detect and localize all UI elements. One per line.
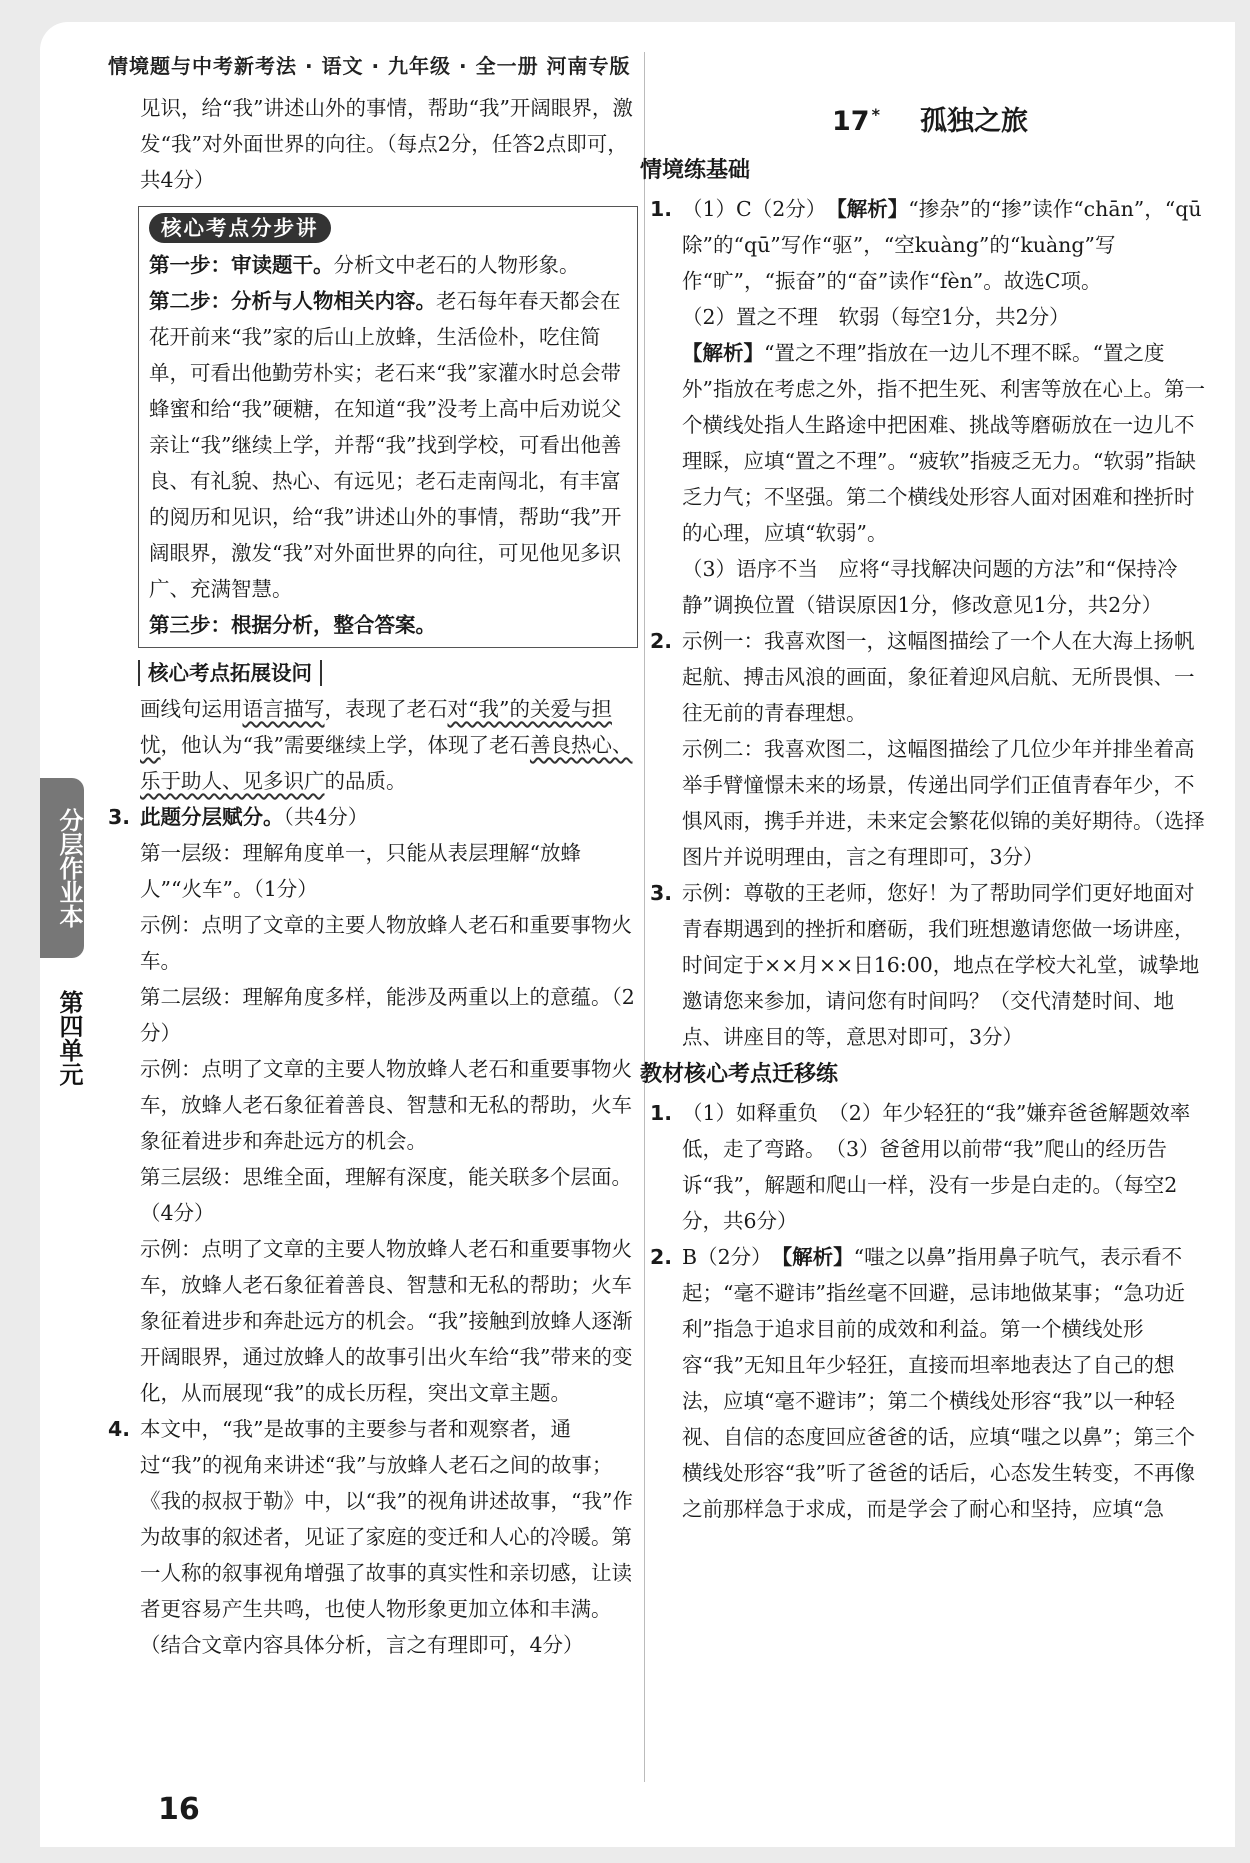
- step2: [149, 283, 627, 607]
- extend-t1: 画线句运用: [140, 697, 243, 721]
- right-column: [640, 90, 1210, 1527]
- extend-t2: ，表现了老石: [324, 697, 448, 721]
- left-column: [108, 90, 638, 1663]
- extend-u2: 对“我”的关爱与担忧: [140, 697, 612, 757]
- side-tab-label-2: 第四单元: [55, 990, 83, 1086]
- lesson-number: 17: [832, 106, 870, 137]
- basics-question-3-num: 3.: [650, 881, 673, 905]
- step2-label: 第二步：分析与人物相关内容。: [149, 289, 436, 313]
- question-4: [108, 1411, 638, 1663]
- q1-part2-answer: （2）置之不理 软弱（每空1分，共2分）: [682, 305, 1070, 329]
- question-3-line: 示例：点明了文章的主要人物放蜂人老石和重要事物火车，放蜂人老石象征着善良、智慧和无私的帮助；火车象征着进步和奔赴远方的机会。“我”接触到放蜂人逐渐开阔眼界，通过放蜂人的故事引出火车给“我”带来的变化，从而展现“我”的成长历程，突出文章主题。: [140, 1237, 633, 1405]
- question-4-text: 本文中，“我”是故事的主要参与者和观察者，通过“我”的视角来讲述“我”与放蜂人老石之间的故事；《我的叔叔于勒》中，以“我”的视角讲述故事，“我”作为故事的叙述者，见证了家庭的变迁和人心的冷暖。第一人称的叙事视角增强了故事的真实性和亲切感，让读者更容易产生共鸣，也使人物形象更加立体和丰满。（结合文章内容具体分析，言之有理即可，4分）: [140, 1417, 633, 1657]
- question-3-title: [140, 799, 638, 835]
- extend-t4: 的品质。: [324, 769, 407, 793]
- running-header: 情境题与中考新考法 · 语文 · 九年级 · 全一册 河南专版: [108, 54, 631, 78]
- step-analysis-label: 核心考点分步讲: [149, 213, 331, 243]
- q1-part3: （3）语序不当 应将“寻找解决问题的方法”和“保持冷静”调换位置（错误原因1分，修改意见1分，共2分）: [682, 557, 1178, 617]
- step1: [149, 247, 627, 283]
- question-3-line: 示例：点明了文章的主要人物放蜂人老石和重要事物火车，放蜂人老石象征着善良、智慧和无私的帮助，火车象征着进步和奔赴远方的机会。: [140, 1057, 632, 1153]
- lesson-star: *: [871, 105, 880, 124]
- question-4-num: 4.: [108, 1417, 131, 1441]
- step1-text: 分析文中老石的人物形象。: [333, 253, 580, 277]
- q1-part1-answer: （1）C（2分）: [682, 197, 817, 221]
- basics-question-2: [650, 623, 1210, 875]
- question-3: [108, 799, 638, 1411]
- transfer-question-1: [650, 1095, 1210, 1239]
- step1-label: 第一步：审读题干。: [149, 253, 334, 277]
- side-tab: [40, 778, 88, 1118]
- side-tab-label-1: 分层作业本: [40, 778, 84, 958]
- step2-text: 老石每年春天都会在花开前来“我”家的后山上放蜂，生活俭朴，吃住简单，可看出他勤劳朴实；老石来“我”家灌水时总会带蜂蜜和给“我”硬糖，在知道“我”没考上高中后劝说父亲让“我”继续上学，并帮“我”找到学校，可看出他善良、有礼貌、热心、有远见；老石走南闯北，有丰富的阅历和见识，给“我”讲述山外的事情，帮助“我”开阔眼界，激发“我”对外面世界的向往，可见他见多识广、充满智慧。: [149, 289, 622, 601]
- basics-question-2-num: 2.: [650, 629, 673, 653]
- transfer-question-1-num: 1.: [650, 1101, 673, 1125]
- basics-question-1: [650, 191, 1210, 623]
- lesson-name: 孤独之旅: [919, 106, 1028, 137]
- basics-question-3: [650, 875, 1210, 1055]
- question-3-num: 3.: [108, 805, 131, 829]
- transfer-question-2: [650, 1239, 1210, 1527]
- step-analysis-box: [138, 206, 638, 648]
- t2-text: “嗤之以鼻”指用鼻子吭气，表示看不起；“毫不避讳”指丝毫不回避，忌讳地做某事；“急功近利”指急于追求目前的成效和利益。第一个横线处形容“我”无知且年少轻狂，直接而坦率地表达了自己的想法，应填“毫不避讳”；第二个横线处形容“我”以一种轻视、自信的态度回应爸爸的话，应填“嗤之以鼻”；第三个横线处形容“我”听了爸爸的话后，心态发生转变，不再像之前那样急于求成，而是学会了耐心和坚持，应填“急: [682, 1245, 1195, 1521]
- answer-continuation: 见识，给“我”讲述山外的事情，帮助“我”开阔眼界，激发“我”对外面世界的向往。（每点2分，任答2点即可，共4分）: [140, 96, 633, 192]
- question-3-line: 示例：点明了文章的主要人物放蜂人老石和重要事物火车。: [140, 913, 632, 973]
- q1-part2-tag: 【解析】: [682, 341, 764, 365]
- question-3-title-rest: （共4分）: [283, 805, 369, 829]
- page: [40, 22, 1235, 1847]
- q1-part1-text: “掺杂”的“掺”读作“chān”，“qū除”的“qū”写作“驱”，“空kuàng”的“kuàng”写作“旷”，“振奋”的“奋”读作“fèn”。故选C项。: [682, 197, 1202, 293]
- lesson-title: [650, 94, 1210, 143]
- t2-answer: B（2分）: [682, 1245, 762, 1269]
- q2-example2: 示例二：我喜欢图二，这幅图描绘了几位少年并排坐着高举手臂憧憬未来的场景，传递出同学们正值青春年少，不惧风雨，携手并进，未来定会繁花似锦的美好期待。（选择图片并说明理由，言之有理即可，3分）: [682, 737, 1205, 869]
- step3-label: 第三步：根据分析，整合答案。: [149, 613, 436, 637]
- q1-part2-text: “置之不理”指放在一边儿不理不睬。“置之度外”指放在考虑之外，指不把生死、利害等放在心上。第一个横线处指人生路途中把困难、挑战等磨砺放在一边儿不理睬，应填“置之不理”。“疲软”指疲乏无力。“软弱”指缺乏力气；不坚强。第二个横线处形容人面对困难和挫折时的心理，应填“软弱”。: [682, 341, 1205, 545]
- step3: [149, 607, 627, 643]
- extend-u3: 善良热心、乐于助人、见多识广: [140, 733, 633, 793]
- question-3-line: 第三层级：思维全面，理解有深度，能关联多个层面。（4分）: [140, 1165, 632, 1225]
- column-divider: [644, 52, 645, 1782]
- section-title-transfer: 教材核心考点迁移练: [640, 1062, 839, 1087]
- extend-text: [108, 691, 638, 799]
- t2-body: [682, 1239, 1210, 1527]
- q1-part1-tag: 【解析】: [836, 197, 909, 221]
- question-3-title-bold: 此题分层赋分。: [140, 805, 284, 829]
- page-number: 16: [158, 1792, 200, 1827]
- t2-tag: 【解析】: [781, 1245, 854, 1269]
- q1-part1: [682, 191, 1210, 299]
- q1-part2: [682, 335, 1210, 551]
- extend-u1: 语言描写: [242, 697, 325, 721]
- basics-question-1-num: 1.: [650, 197, 673, 221]
- t1-text: （1）如释重负 （2）年少轻狂的“我”嫌弃爸爸解题效率低，走了弯路。 （3）爸爸用以前带“我”爬山的经历告诉“我”，解题和爬山一样，没有一步是白走的。（每空2分，共6分）: [682, 1101, 1191, 1233]
- question-3-line: 第二层级：理解角度多样，能涉及两重以上的意蕴。（2分）: [140, 985, 635, 1045]
- extend-label: 核心考点拓展设问: [138, 660, 322, 686]
- extend-t3: ，他认为“我”需要继续上学，体现了老石: [160, 733, 530, 757]
- question-3-line: 第一层级：理解角度单一，只能从表层理解“放蜂人”“火车”。（1分）: [140, 841, 581, 901]
- section-title-basics: 情境练基础: [640, 158, 751, 183]
- q3-text: 示例：尊敬的王老师，您好！为了帮助同学们更好地面对青春期遇到的挫折和磨砺，我们班想邀请您做一场讲座，时间定于××月××日16:00，地点在学校大礼堂，诚挚地邀请您来参加，请问您有时间吗？（交代清楚时间、地点、讲座目的等，意思对即可，3分）: [682, 881, 1200, 1049]
- transfer-question-2-num: 2.: [650, 1245, 673, 1269]
- q2-example1: 示例一：我喜欢图一，这幅图描绘了一个人在大海上扬帆起航、搏击风浪的画面，象征着迎风启航、无所畏惧、一往无前的青春理想。: [682, 629, 1195, 725]
